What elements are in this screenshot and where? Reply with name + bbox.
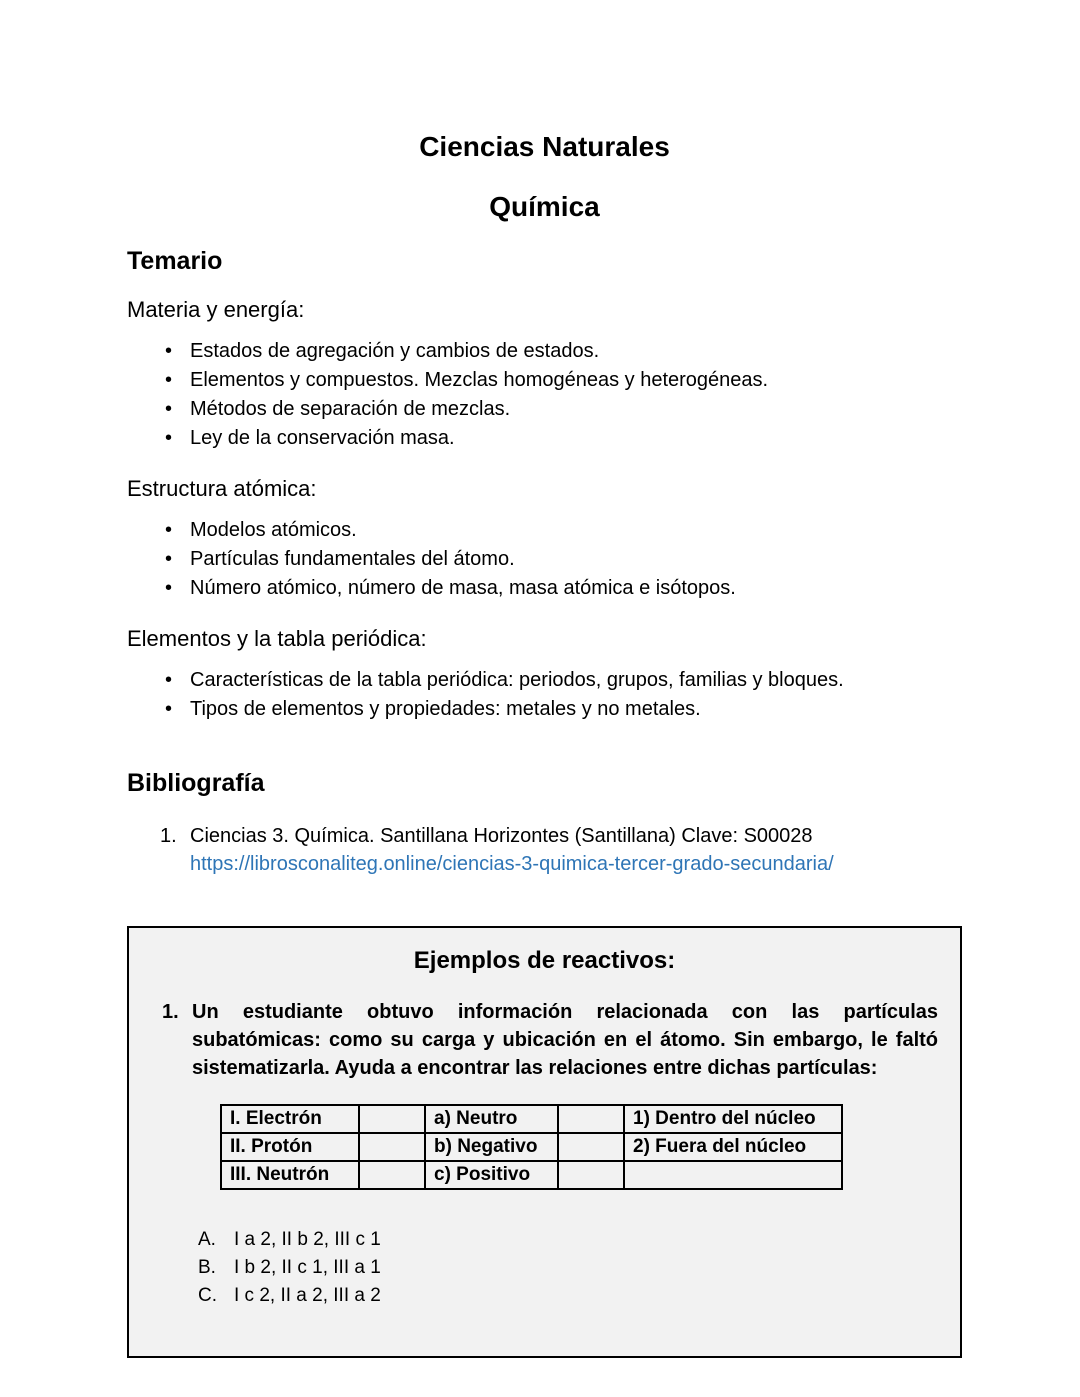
table-cell-location: 1) Dentro del núcleo	[624, 1105, 842, 1133]
option-letter: B.	[198, 1257, 216, 1278]
table-cell-charge: b) Negativo	[425, 1133, 558, 1161]
table-cell-blank	[359, 1133, 425, 1161]
bibliography-entry-number: 1.	[160, 825, 177, 847]
list-item: • Número atómico, número de masa, masa atómica e isótopos.	[127, 574, 962, 603]
bullet-list-estructura-atomica	[127, 516, 962, 603]
option-letter: C.	[198, 1285, 217, 1306]
option-text: I b 2, II c 1, III a 1	[234, 1257, 381, 1278]
table-cell-charge: c) Positivo	[425, 1161, 558, 1189]
table-row	[221, 1105, 842, 1133]
table-row	[221, 1161, 842, 1189]
bibliography-link[interactable]: https://librosconaliteg.online/ciencias-3-quimica-tercer-grado-secundaria/	[190, 853, 834, 875]
reactivos-heading: Ejemplos de reactivos:	[413, 947, 676, 974]
bibliography-entry-body	[190, 822, 962, 878]
list-item: • Modelos atómicos.	[127, 516, 962, 545]
temario-heading: Temario	[127, 247, 223, 275]
matching-table	[220, 1104, 843, 1190]
reactivos-box	[127, 926, 962, 1358]
group-label-estructura-atomica: Estructura atómica:	[127, 476, 317, 501]
bibliografia-heading: Bibliografía	[127, 769, 265, 797]
table-cell-location: 2) Fuera del núcleo	[624, 1133, 842, 1161]
table-cell-blank	[558, 1133, 624, 1161]
table-cell-location	[624, 1161, 842, 1189]
list-item: • Elementos y compuestos. Mezclas homogéneas y heterogéneas.	[127, 366, 962, 395]
question-1	[129, 998, 938, 1082]
list-item: • Ley de la conservación masa.	[127, 424, 962, 453]
document-subtitle: Química	[489, 191, 600, 222]
table-cell-particle: III. Neutrón	[221, 1161, 359, 1189]
option-letter: A.	[198, 1229, 216, 1250]
list-item: • Partículas fundamentales del átomo.	[127, 545, 962, 574]
question-number: 1.	[162, 1001, 179, 1023]
document-title: Ciencias Naturales	[419, 131, 670, 162]
table-cell-particle: II. Protón	[221, 1133, 359, 1161]
table-cell-blank	[558, 1161, 624, 1189]
option-text: I c 2, II a 2, III a 2	[234, 1285, 381, 1306]
answer-option-c	[129, 1282, 938, 1310]
bibliography-entry-text: Ciencias 3. Química. Santillana Horizontes (Santillana) Clave: S00028	[190, 825, 813, 847]
answer-option-a	[129, 1226, 938, 1254]
bibliography-entry	[127, 822, 962, 878]
table-cell-blank	[359, 1161, 425, 1189]
group-label-materia-energia: Materia y energía:	[127, 297, 305, 322]
question-text: Un estudiante obtuvo información relacionada con las partículas subatómicas: como su carga y ubicación en el átomo. Sin embargo, le faltó sistematizarla. Ayuda a encontrar las relaciones entre dichas partículas:	[192, 1001, 938, 1079]
table-row	[221, 1133, 842, 1161]
table-cell-blank	[359, 1105, 425, 1133]
list-item: • Tipos de elementos y propiedades: metales y no metales.	[127, 695, 962, 724]
answer-option-b	[129, 1254, 938, 1282]
table-cell-particle: I. Electrón	[221, 1105, 359, 1133]
list-item: • Características de la tabla periódica: periodos, grupos, familias y bloques.	[127, 666, 962, 695]
bullet-list-tabla-periodica	[127, 666, 962, 724]
group-label-tabla-periodica: Elementos y la tabla periódica:	[127, 626, 427, 651]
option-text: I a 2, II b 2, III c 1	[234, 1229, 381, 1250]
bullet-list-materia-energia	[127, 337, 962, 453]
table-cell-blank	[558, 1105, 624, 1133]
list-item: • Estados de agregación y cambios de estados.	[127, 337, 962, 366]
list-item: • Métodos de separación de mezclas.	[127, 395, 962, 424]
table-cell-charge: a) Neutro	[425, 1105, 558, 1133]
